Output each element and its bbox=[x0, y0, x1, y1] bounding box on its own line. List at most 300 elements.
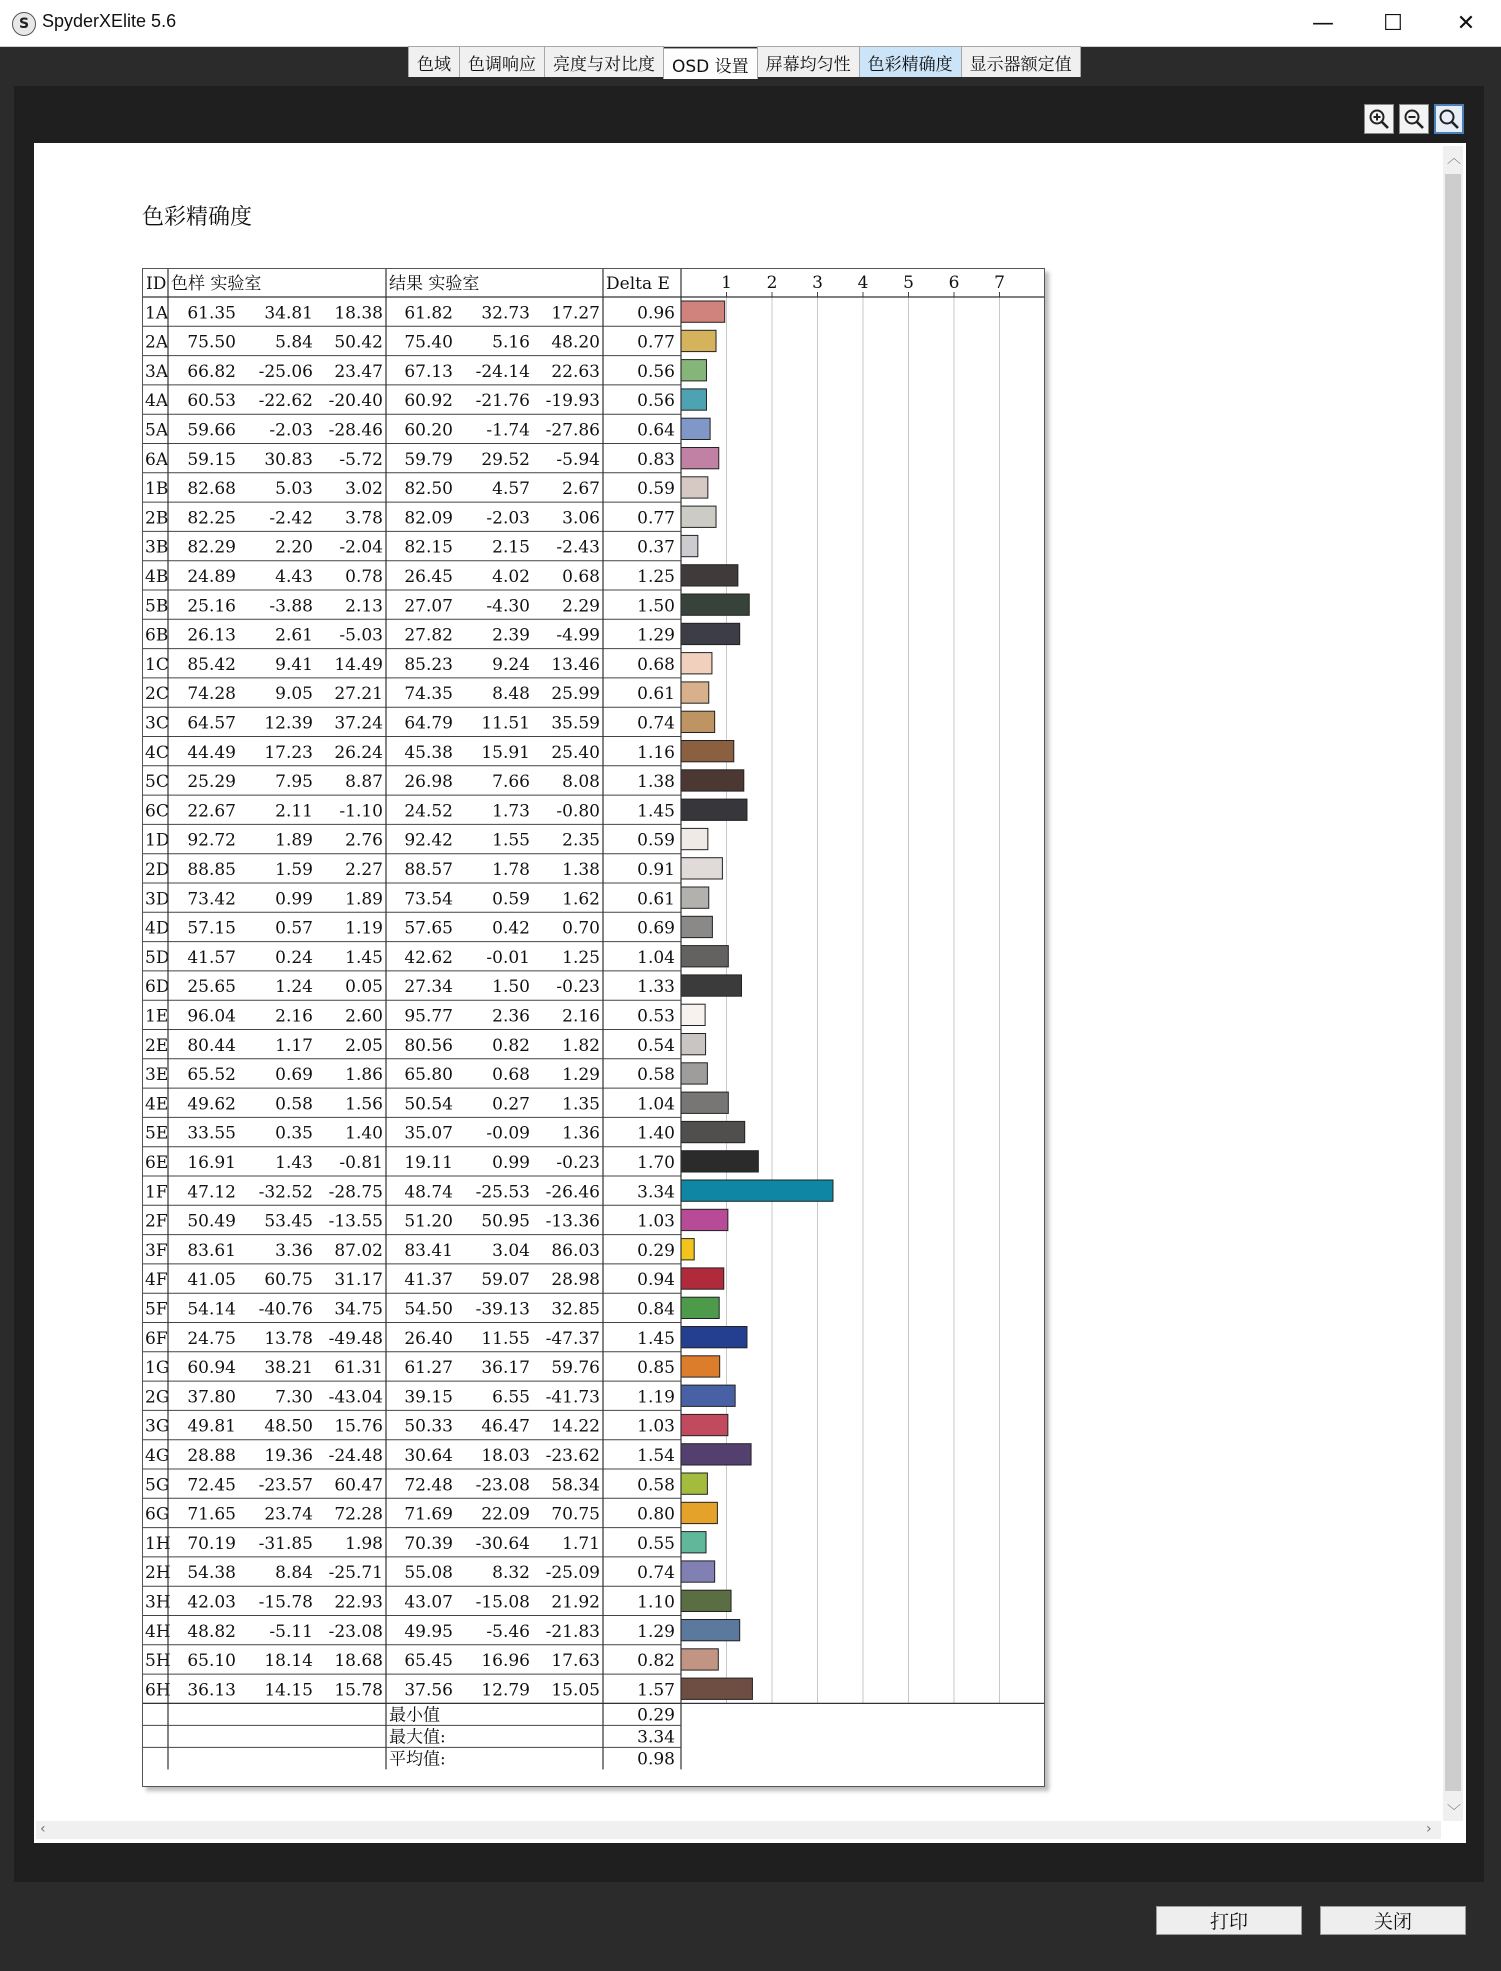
cell-sample-value: 2.76 bbox=[345, 830, 383, 851]
delta-e-bar bbox=[681, 799, 747, 820]
cell-delta-e: 1.10 bbox=[637, 1592, 675, 1613]
cell-sample-value: 85.42 bbox=[187, 654, 236, 675]
cell-result-value: 1.29 bbox=[562, 1065, 600, 1086]
cell-result-value: -25.53 bbox=[475, 1182, 530, 1203]
cell-result-value: 22.63 bbox=[551, 361, 600, 382]
cell-delta-e: 0.59 bbox=[637, 830, 675, 851]
report-table-svg bbox=[143, 269, 1044, 1786]
cell-sample-value: -28.46 bbox=[328, 420, 383, 441]
cell-delta-e: 1.45 bbox=[637, 801, 675, 822]
cell-result-value: -21.83 bbox=[545, 1621, 600, 1642]
cell-result-value: 51.20 bbox=[404, 1211, 453, 1232]
cell-sample-value: 88.85 bbox=[187, 860, 236, 880]
cell-result-value: 70.39 bbox=[404, 1533, 453, 1554]
cell-sample-value: 1.86 bbox=[345, 1065, 383, 1086]
cell-sample-value: 25.29 bbox=[187, 772, 236, 793]
cell-result-value: 22.09 bbox=[481, 1504, 530, 1525]
bar-axis-tick-label: 7 bbox=[994, 273, 1005, 293]
cell-result-value: 86.03 bbox=[551, 1240, 600, 1261]
cell-id: 3F bbox=[145, 1240, 168, 1261]
cell-result-value: 1.50 bbox=[492, 977, 530, 998]
tab-monitor-rating[interactable]: 显示器额定值 bbox=[961, 46, 1081, 77]
summary-label: 最大值: bbox=[389, 1727, 446, 1748]
cell-sample-value: 13.78 bbox=[264, 1328, 313, 1349]
zoom-out-icon bbox=[1403, 108, 1425, 130]
delta-e-bar bbox=[681, 1004, 705, 1025]
header-sample-lab: 色样 实验室 bbox=[171, 274, 262, 294]
cell-result-value: 11.55 bbox=[481, 1328, 530, 1349]
cell-sample-value: 1.24 bbox=[275, 977, 313, 998]
cell-sample-value: 8.87 bbox=[345, 772, 383, 793]
delta-e-bar bbox=[681, 1414, 728, 1435]
cell-sample-value: -1.10 bbox=[339, 801, 383, 822]
scroll-left-icon[interactable]: ‹ bbox=[40, 1821, 46, 1837]
cell-sample-value: 34.75 bbox=[334, 1299, 383, 1320]
cell-sample-value: 24.75 bbox=[187, 1328, 236, 1349]
cell-id: 3C bbox=[145, 713, 169, 734]
summary-label: 最小值 bbox=[389, 1705, 440, 1726]
cell-result-value: 0.27 bbox=[492, 1094, 530, 1115]
cell-result-value: 75.40 bbox=[404, 332, 453, 353]
cell-sample-value: 50.49 bbox=[187, 1211, 236, 1232]
cell-sample-value: -28.75 bbox=[328, 1182, 383, 1203]
cell-sample-value: -5.72 bbox=[339, 449, 383, 470]
print-button[interactable]: 打印 bbox=[1156, 1906, 1302, 1935]
tab-bar bbox=[408, 46, 1080, 78]
delta-e-bar bbox=[681, 1532, 706, 1553]
cell-id: 6B bbox=[145, 625, 169, 646]
cell-result-value: 1.78 bbox=[492, 860, 530, 880]
cell-result-value: 54.50 bbox=[404, 1299, 453, 1320]
cell-id: 5A bbox=[145, 420, 169, 441]
cell-id: 6E bbox=[145, 1153, 169, 1173]
cell-result-value: 59.07 bbox=[481, 1270, 530, 1291]
cell-sample-value: 37.24 bbox=[334, 713, 383, 734]
cell-result-value: 25.40 bbox=[551, 742, 600, 763]
scroll-up-icon[interactable]: ︿ bbox=[1447, 151, 1461, 167]
delta-e-bar bbox=[681, 594, 749, 615]
delta-e-bar bbox=[681, 1034, 706, 1055]
cell-result-value: 32.73 bbox=[481, 303, 530, 324]
cell-result-value: 21.92 bbox=[551, 1592, 600, 1613]
cell-sample-value: 42.03 bbox=[187, 1592, 236, 1613]
summary-value: 3.34 bbox=[637, 1727, 675, 1748]
cell-result-value: 50.54 bbox=[404, 1094, 453, 1115]
delta-e-bar bbox=[681, 1561, 715, 1582]
cell-id: 6F bbox=[145, 1328, 168, 1349]
cell-result-value: -0.09 bbox=[486, 1123, 530, 1144]
cell-id: 1G bbox=[145, 1358, 170, 1379]
zoom-fit-button[interactable] bbox=[1434, 104, 1464, 134]
cell-sample-value: 0.05 bbox=[345, 977, 383, 998]
cell-sample-value: 0.24 bbox=[275, 947, 313, 968]
cell-result-value: 41.37 bbox=[404, 1270, 453, 1291]
cell-sample-value: 70.19 bbox=[187, 1533, 236, 1554]
cell-result-value: 7.66 bbox=[492, 772, 530, 793]
cell-result-value: 57.65 bbox=[404, 918, 453, 939]
cell-result-value: 2.36 bbox=[492, 1006, 530, 1027]
cell-result-value: 49.95 bbox=[404, 1621, 453, 1642]
cell-id: 6C bbox=[145, 801, 169, 822]
cell-result-value: 61.27 bbox=[404, 1358, 453, 1379]
cell-delta-e: 1.54 bbox=[637, 1446, 675, 1466]
cell-id: 5D bbox=[145, 947, 170, 968]
delta-e-bar bbox=[681, 1297, 719, 1318]
cell-delta-e: 1.70 bbox=[637, 1153, 675, 1173]
cell-sample-value: 50.42 bbox=[334, 332, 383, 353]
cell-result-value: 16.96 bbox=[481, 1651, 530, 1672]
cell-sample-value: 48.82 bbox=[187, 1621, 236, 1642]
cell-delta-e: 0.74 bbox=[637, 1563, 675, 1584]
cell-sample-value: 60.94 bbox=[187, 1358, 236, 1379]
vertical-scrollbar-thumb[interactable] bbox=[1445, 174, 1461, 1791]
cell-id: 1C bbox=[145, 654, 169, 675]
delta-e-bar bbox=[681, 828, 708, 849]
cell-sample-value: -31.85 bbox=[258, 1533, 313, 1554]
cell-sample-value: -3.88 bbox=[269, 596, 313, 617]
cell-result-value: 1.25 bbox=[562, 947, 600, 968]
cell-sample-value: 0.35 bbox=[275, 1123, 313, 1144]
cell-sample-value: 87.02 bbox=[334, 1240, 383, 1261]
cell-result-value: 88.57 bbox=[404, 860, 453, 880]
cell-result-value: 27.34 bbox=[404, 977, 453, 998]
cell-id: 5E bbox=[145, 1123, 169, 1144]
delta-e-bar bbox=[681, 1209, 728, 1230]
cell-sample-value: 65.52 bbox=[187, 1065, 236, 1086]
cell-delta-e: 3.34 bbox=[637, 1182, 675, 1203]
delta-e-bar bbox=[681, 477, 708, 498]
cell-sample-value: 22.67 bbox=[187, 801, 236, 822]
cell-sample-value: 2.16 bbox=[275, 1006, 313, 1027]
cell-id: 2C bbox=[145, 684, 169, 705]
cell-result-value: 36.17 bbox=[481, 1358, 530, 1379]
cell-delta-e: 0.84 bbox=[637, 1299, 675, 1320]
cell-result-value: 0.99 bbox=[492, 1153, 530, 1173]
cell-result-value: -4.99 bbox=[556, 625, 600, 646]
cell-result-value: 2.67 bbox=[562, 479, 600, 500]
zoom-out-button[interactable] bbox=[1399, 104, 1429, 134]
summary-value: 0.98 bbox=[637, 1749, 675, 1770]
cell-result-value: 92.42 bbox=[404, 830, 453, 851]
cell-result-value: 74.35 bbox=[404, 684, 453, 705]
cell-result-value: 0.70 bbox=[562, 918, 600, 939]
cell-sample-value: 59.15 bbox=[187, 449, 236, 470]
cell-id: 6H bbox=[145, 1680, 171, 1701]
delta-e-bar bbox=[681, 1268, 724, 1289]
cell-sample-value: -32.52 bbox=[258, 1182, 313, 1203]
cell-result-value: 27.82 bbox=[404, 625, 453, 646]
bar-axis-tick-label: 3 bbox=[812, 273, 823, 293]
cell-id: 2F bbox=[145, 1211, 168, 1232]
delta-e-bar bbox=[681, 360, 706, 381]
cell-sample-value: -5.03 bbox=[339, 625, 383, 646]
cell-id: 2H bbox=[145, 1563, 171, 1584]
cell-result-value: 35.07 bbox=[404, 1123, 453, 1144]
cell-result-value: 65.80 bbox=[404, 1065, 453, 1086]
cell-result-value: 43.07 bbox=[404, 1592, 453, 1613]
cell-result-value: 71.69 bbox=[404, 1504, 453, 1525]
cell-result-value: -13.36 bbox=[545, 1211, 600, 1232]
cell-result-value: -0.23 bbox=[556, 977, 600, 998]
cell-sample-value: 26.24 bbox=[334, 742, 383, 763]
cell-sample-value: -40.76 bbox=[258, 1299, 313, 1320]
cell-result-value: 17.63 bbox=[551, 1651, 600, 1672]
cell-delta-e: 0.94 bbox=[637, 1270, 675, 1291]
cell-result-value: 1.71 bbox=[562, 1533, 600, 1554]
cell-id: 4A bbox=[145, 391, 169, 412]
delta-e-bar bbox=[681, 916, 712, 937]
cell-delta-e: 0.29 bbox=[637, 1240, 675, 1261]
delta-e-bar bbox=[681, 1473, 707, 1494]
cell-result-value: 82.50 bbox=[404, 479, 453, 500]
cell-id: 2G bbox=[145, 1387, 170, 1408]
cell-result-value: -25.09 bbox=[545, 1563, 600, 1584]
cell-sample-value: 71.65 bbox=[187, 1504, 236, 1525]
cell-sample-value: 41.05 bbox=[187, 1270, 236, 1291]
cell-sample-value: 0.69 bbox=[275, 1065, 313, 1086]
cell-result-value: -1.74 bbox=[486, 420, 530, 441]
cell-delta-e: 1.40 bbox=[637, 1123, 675, 1144]
cell-result-value: 0.68 bbox=[562, 567, 600, 587]
cell-result-value: 15.05 bbox=[551, 1680, 600, 1701]
cell-sample-value: -25.71 bbox=[328, 1563, 383, 1584]
cell-result-value: -41.73 bbox=[545, 1387, 600, 1408]
cell-sample-value: 44.49 bbox=[187, 742, 236, 763]
cell-result-value: -21.76 bbox=[475, 391, 530, 412]
cell-sample-value: 31.17 bbox=[334, 1270, 383, 1291]
cell-sample-value: 8.84 bbox=[275, 1563, 313, 1584]
cell-result-value: 6.55 bbox=[492, 1387, 530, 1408]
horizontal-scrollbar[interactable] bbox=[36, 1821, 1441, 1839]
cell-id: 5B bbox=[145, 596, 169, 617]
cell-sample-value: 9.41 bbox=[275, 654, 313, 675]
cell-result-value: 50.95 bbox=[481, 1211, 530, 1232]
cell-sample-value: 25.16 bbox=[187, 596, 236, 617]
cell-sample-value: 72.45 bbox=[187, 1475, 236, 1496]
cell-delta-e: 0.61 bbox=[637, 889, 675, 910]
cell-result-value: -39.13 bbox=[475, 1299, 530, 1320]
maximize-button[interactable]: ☐ bbox=[1383, 10, 1403, 36]
cell-result-value: 0.68 bbox=[492, 1065, 530, 1086]
cell-id: 3E bbox=[145, 1065, 169, 1086]
cell-result-value: -23.62 bbox=[545, 1446, 600, 1466]
tab-osd-settings[interactable]: OSD 设置 bbox=[663, 48, 758, 79]
cell-result-value: 30.64 bbox=[404, 1446, 453, 1466]
cell-result-value: 4.57 bbox=[492, 479, 530, 500]
cell-delta-e: 0.64 bbox=[637, 420, 675, 441]
summary-value: 0.29 bbox=[637, 1705, 675, 1726]
cell-sample-value: 0.99 bbox=[275, 889, 313, 910]
cell-result-value: 27.07 bbox=[404, 596, 453, 617]
bar-axis-tick-label: 1 bbox=[721, 273, 732, 293]
cell-sample-value: 1.98 bbox=[345, 1533, 383, 1554]
tab-tone-response[interactable]: 色调响应 bbox=[459, 46, 545, 77]
cell-result-value: 58.34 bbox=[551, 1475, 600, 1496]
delta-e-bar bbox=[681, 1063, 707, 1084]
cell-id: 2B bbox=[145, 508, 169, 529]
cell-sample-value: 66.82 bbox=[187, 361, 236, 382]
cell-sample-value: 38.21 bbox=[264, 1358, 313, 1379]
cell-sample-value: 27.21 bbox=[334, 684, 383, 705]
delta-e-bar bbox=[681, 653, 712, 674]
cell-result-value: 48.74 bbox=[404, 1182, 453, 1203]
cell-sample-value: 92.72 bbox=[187, 830, 236, 851]
vertical-scrollbar[interactable] bbox=[1443, 146, 1463, 1821]
cell-sample-value: 75.50 bbox=[187, 332, 236, 353]
zoom-fit-icon bbox=[1438, 108, 1460, 130]
cell-result-value: 0.42 bbox=[492, 918, 530, 939]
cell-id: 4G bbox=[145, 1446, 170, 1466]
cell-result-value: 2.15 bbox=[492, 537, 530, 558]
zoom-in-button[interactable] bbox=[1364, 104, 1394, 134]
cell-sample-value: -22.62 bbox=[258, 391, 313, 412]
cell-sample-value: 1.43 bbox=[275, 1153, 313, 1173]
cell-sample-value: -23.57 bbox=[258, 1475, 313, 1496]
cell-delta-e: 1.33 bbox=[637, 977, 675, 998]
cell-sample-value: 57.15 bbox=[187, 918, 236, 939]
cell-sample-value: 1.17 bbox=[275, 1035, 313, 1056]
cell-sample-value: -49.48 bbox=[328, 1328, 383, 1349]
cell-id: 4D bbox=[145, 918, 170, 939]
cell-delta-e: 1.04 bbox=[637, 1094, 675, 1115]
delta-e-bar bbox=[681, 506, 716, 527]
cell-sample-value: 15.76 bbox=[334, 1416, 383, 1437]
cell-sample-value: 7.95 bbox=[275, 772, 313, 793]
cell-result-value: 13.46 bbox=[551, 654, 600, 675]
cell-result-value: 19.11 bbox=[404, 1153, 453, 1173]
cell-id: 1D bbox=[145, 830, 170, 851]
bar-axis-tick-label: 6 bbox=[948, 273, 960, 293]
cell-delta-e: 1.38 bbox=[637, 772, 675, 793]
cell-sample-value: 0.57 bbox=[275, 918, 313, 939]
cell-delta-e: 0.77 bbox=[637, 508, 675, 529]
cell-sample-value: 9.05 bbox=[275, 684, 313, 705]
scroll-down-icon[interactable]: ﹀ bbox=[1447, 1804, 1461, 1820]
cell-result-value: -0.01 bbox=[486, 947, 530, 968]
cell-id: 2E bbox=[145, 1035, 169, 1056]
cell-result-value: 32.85 bbox=[551, 1299, 600, 1320]
delta-e-bar bbox=[681, 418, 710, 439]
cell-delta-e: 0.58 bbox=[637, 1065, 675, 1086]
cell-delta-e: 1.29 bbox=[637, 625, 675, 646]
cell-sample-value: 2.60 bbox=[345, 1006, 383, 1027]
delta-e-bar bbox=[681, 741, 734, 762]
cell-sample-value: 48.50 bbox=[264, 1416, 313, 1437]
cell-sample-value: 19.36 bbox=[264, 1446, 313, 1466]
cell-result-value: 35.59 bbox=[551, 713, 600, 734]
cell-delta-e: 0.58 bbox=[637, 1475, 675, 1496]
cell-result-value: 1.55 bbox=[492, 830, 530, 851]
cell-sample-value: 34.81 bbox=[264, 303, 313, 324]
tab-gamut[interactable]: 色域 bbox=[408, 46, 460, 77]
cell-sample-value: 18.14 bbox=[264, 1651, 313, 1672]
delta-e-bar bbox=[681, 565, 738, 586]
cell-result-value: 26.98 bbox=[404, 772, 453, 793]
cell-result-value: -5.94 bbox=[556, 449, 600, 470]
delta-e-bar bbox=[681, 887, 709, 908]
cell-sample-value: 26.13 bbox=[187, 625, 236, 646]
cell-sample-value: 14.49 bbox=[334, 654, 383, 675]
delta-e-bar bbox=[681, 770, 744, 791]
cell-id: 3G bbox=[145, 1416, 170, 1437]
cell-result-value: 60.92 bbox=[404, 391, 453, 412]
delta-e-bar bbox=[681, 1502, 717, 1523]
cell-id: 4B bbox=[145, 567, 169, 587]
cell-sample-value: 53.45 bbox=[264, 1211, 313, 1232]
tab-color-accuracy[interactable]: 色彩精确度 bbox=[859, 46, 962, 77]
bar-axis-tick-label: 2 bbox=[766, 273, 778, 293]
delta-e-bar bbox=[681, 1327, 747, 1348]
cell-result-value: 67.13 bbox=[404, 361, 453, 382]
cell-sample-value: 96.04 bbox=[187, 1006, 236, 1027]
cell-sample-value: -0.81 bbox=[339, 1153, 383, 1173]
cell-result-value: 82.09 bbox=[404, 508, 453, 529]
delta-e-bar bbox=[681, 1239, 694, 1260]
cell-id: 3D bbox=[145, 889, 170, 910]
cell-sample-value: 1.19 bbox=[345, 918, 383, 939]
cell-sample-value: 1.56 bbox=[345, 1094, 383, 1115]
cell-sample-value: 59.66 bbox=[187, 420, 236, 441]
close-button[interactable]: 关闭 bbox=[1320, 1906, 1466, 1935]
cell-delta-e: 1.25 bbox=[637, 567, 675, 587]
cell-sample-value: 54.38 bbox=[187, 1563, 236, 1584]
delta-e-bar bbox=[681, 1092, 728, 1113]
cell-result-value: 2.39 bbox=[492, 625, 530, 646]
cell-result-value: -47.37 bbox=[545, 1328, 600, 1349]
cell-delta-e: 0.69 bbox=[637, 918, 675, 939]
cell-sample-value: 2.20 bbox=[275, 537, 313, 558]
header-delta-e: Delta E bbox=[606, 274, 670, 294]
cell-sample-value: 47.12 bbox=[187, 1182, 236, 1203]
cell-sample-value: -2.42 bbox=[269, 508, 313, 529]
cell-sample-value: 60.75 bbox=[264, 1270, 313, 1291]
cell-sample-value: -13.55 bbox=[328, 1211, 383, 1232]
cell-sample-value: 23.74 bbox=[264, 1504, 313, 1525]
delta-e-bar bbox=[681, 535, 698, 556]
cell-result-value: 64.79 bbox=[404, 713, 453, 734]
close-window-button[interactable]: ✕ bbox=[1456, 10, 1476, 36]
cell-delta-e: 0.83 bbox=[637, 449, 675, 470]
cell-id: 6A bbox=[145, 449, 169, 470]
cell-id: 5F bbox=[145, 1299, 168, 1320]
cell-sample-value: 3.36 bbox=[275, 1240, 313, 1261]
delta-e-bar bbox=[681, 330, 716, 351]
cell-sample-value: -24.48 bbox=[328, 1446, 383, 1466]
cell-sample-value: -2.03 bbox=[269, 420, 313, 441]
cell-id: 3A bbox=[145, 361, 169, 382]
tab-brightness-contrast[interactable]: 亮度与对比度 bbox=[544, 46, 664, 77]
title-bar bbox=[0, 0, 1501, 47]
cell-delta-e: 1.50 bbox=[637, 596, 675, 617]
cell-sample-value: 24.89 bbox=[187, 567, 236, 587]
cell-delta-e: 0.59 bbox=[637, 479, 675, 500]
cell-result-value: 0.82 bbox=[492, 1035, 530, 1056]
cell-sample-value: 12.39 bbox=[264, 713, 313, 734]
scroll-right-icon[interactable]: › bbox=[1426, 1821, 1432, 1837]
cell-result-value: 59.76 bbox=[551, 1358, 600, 1379]
cell-id: 4E bbox=[145, 1094, 169, 1115]
header-result-lab: 结果 实验室 bbox=[389, 274, 480, 294]
cell-result-value: 46.47 bbox=[481, 1416, 530, 1437]
cell-result-value: 37.56 bbox=[404, 1680, 453, 1701]
cell-result-value: 25.99 bbox=[551, 684, 600, 705]
cell-sample-value: 3.02 bbox=[345, 479, 383, 500]
cell-sample-value: 5.84 bbox=[275, 332, 313, 353]
minimize-button[interactable]: — bbox=[1312, 10, 1334, 36]
cell-sample-value: 23.47 bbox=[334, 361, 383, 382]
tab-screen-uniformity[interactable]: 屏幕均匀性 bbox=[757, 46, 860, 77]
cell-delta-e: 0.61 bbox=[637, 684, 675, 705]
